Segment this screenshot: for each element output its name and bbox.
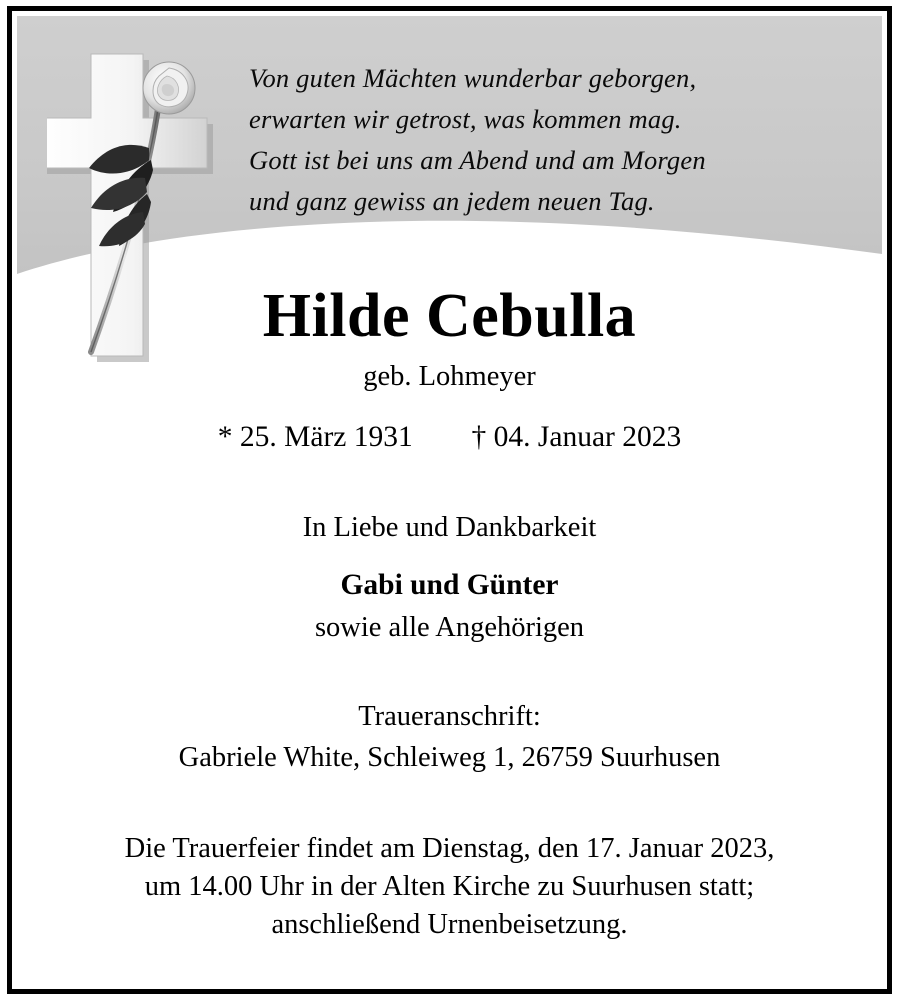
maiden-name: geb. Lohmeyer [363,361,536,393]
mourning-address-value: Gabriele White, Schleiweg 1, 26759 Suurhusen [178,741,721,773]
service-line-3: anschließend Urnenbeisetzung. [271,908,628,940]
verse-line-1: Von guten Mächten wunderbar geborgen, [249,63,697,93]
deceased-name: Hilde Cebulla [262,282,637,350]
verse-line-3: Gott ist bei uns am Abend und am Morgen [249,145,706,175]
service-details [17,830,882,944]
life-dates [17,420,882,455]
notice-card [17,16,882,984]
tribute-intro: In Liebe und Dankbarkeit [302,511,597,543]
service-line-2: um 14.00 Uhr in der Alten Kirche zu Suurhusen statt; [144,870,755,902]
notice-frame [7,6,892,994]
birth-symbol: * [217,421,233,454]
death-date: 04. Januar 2023 [493,421,682,454]
survivors-primary: Gabi und Günter [340,569,559,602]
verse-line-2: erwarten wir getrost, was kommen mag. [249,104,682,134]
birth-date: 25. März 1931 [239,421,413,454]
mourning-address-label: Traueranschrift: [358,700,541,732]
verse-line-4: und ganz gewiss an jedem neuen Tag. [249,186,655,216]
death-symbol: † [471,421,487,454]
verse-block [249,58,869,222]
survivors-secondary: sowie alle Angehörigen [314,612,585,644]
notice-body [17,284,882,944]
service-line-1: Die Trauerfeier findet am Dienstag, den 17. Januar 2023, [124,832,775,864]
